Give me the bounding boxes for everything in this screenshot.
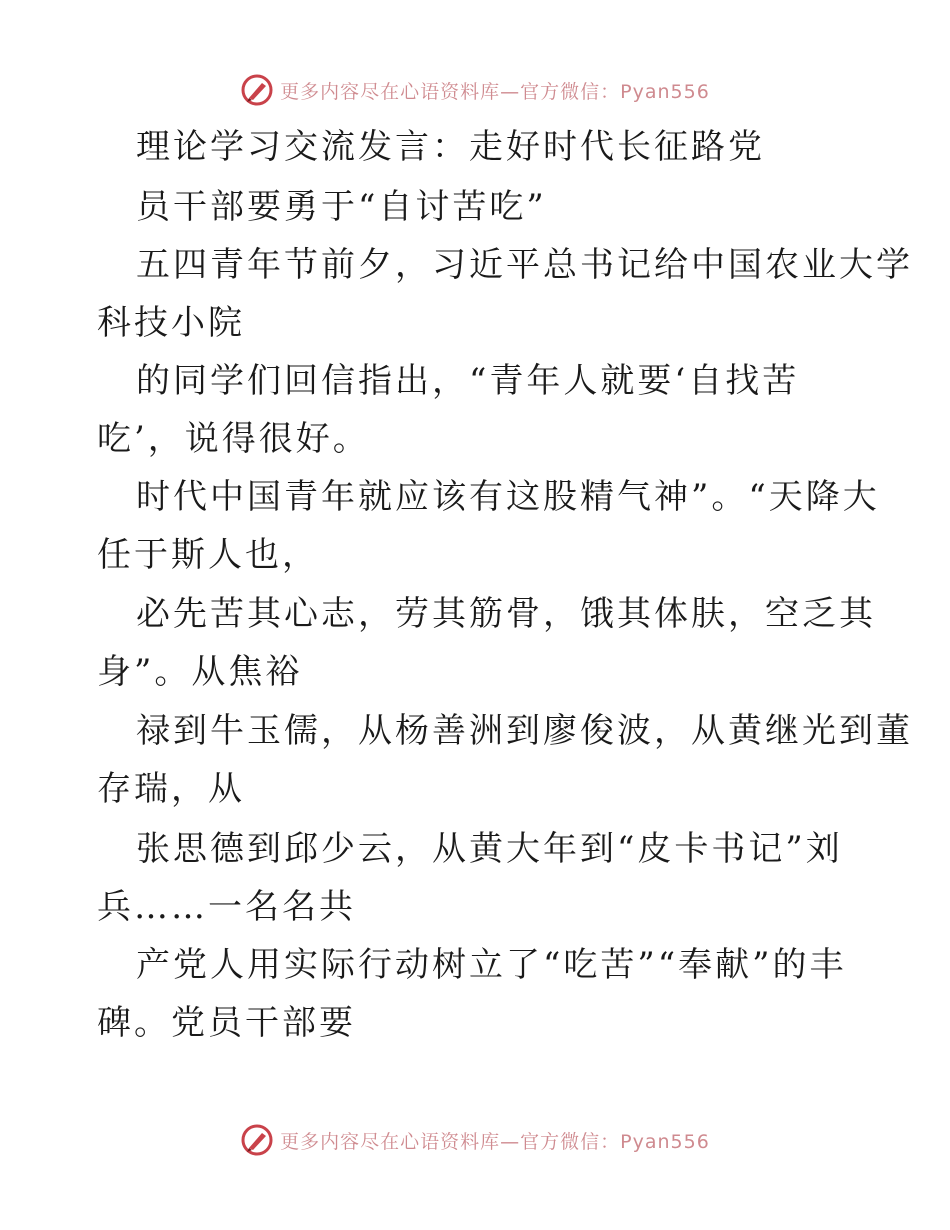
text-line: 身”。从焦裕 [97, 652, 303, 692]
text-line: 吃’，说得很好。 [97, 419, 370, 459]
text-line: 碑。党员干部要 [97, 1003, 356, 1043]
footer-banner-text: 更多内容尽在心语资料库—官方微信：Pyan556 [280, 1130, 710, 1153]
text-line: 的同学们回信指出，“青年人就要‘自找苦 [136, 361, 800, 401]
text-line: 产党人用实际行动树立了“吃苦”“奉献”的丰 [136, 945, 847, 985]
text-line: 任于斯人也， [97, 535, 319, 575]
pen-logo-icon [240, 73, 274, 107]
text-line: 必先苦其心志，劳其筋骨，饿其体肤，空乏其 [136, 594, 876, 634]
text-line: 科技小院 [97, 303, 245, 343]
text-line: 禄到牛玉儒，从杨善洲到廖俊波，从黄继光到董 [136, 711, 913, 751]
header-banner-text: 更多内容尽在心语资料库—官方微信：Pyan556 [280, 80, 710, 103]
text-line: 五四青年节前夕，习近平总书记给中国农业大学 [136, 245, 913, 285]
text-line: 兵……一名名共 [97, 887, 356, 927]
footer-watermark-banner [0, 1120, 950, 1160]
pen-logo-icon [240, 1123, 274, 1157]
text-line: 员干部要勇于“自讨苦吃” [136, 187, 547, 227]
text-line: 存瑞，从 [97, 769, 245, 809]
text-line: 时代中国青年就应该有这股精气神”。“天降大 [136, 477, 880, 517]
text-line: 理论学习交流发言：走好时代长征路党 [136, 127, 765, 167]
header-watermark-banner [0, 70, 950, 110]
text-line: 张思德到邱少云，从黄大年到“皮卡书记”刘 [136, 829, 843, 869]
